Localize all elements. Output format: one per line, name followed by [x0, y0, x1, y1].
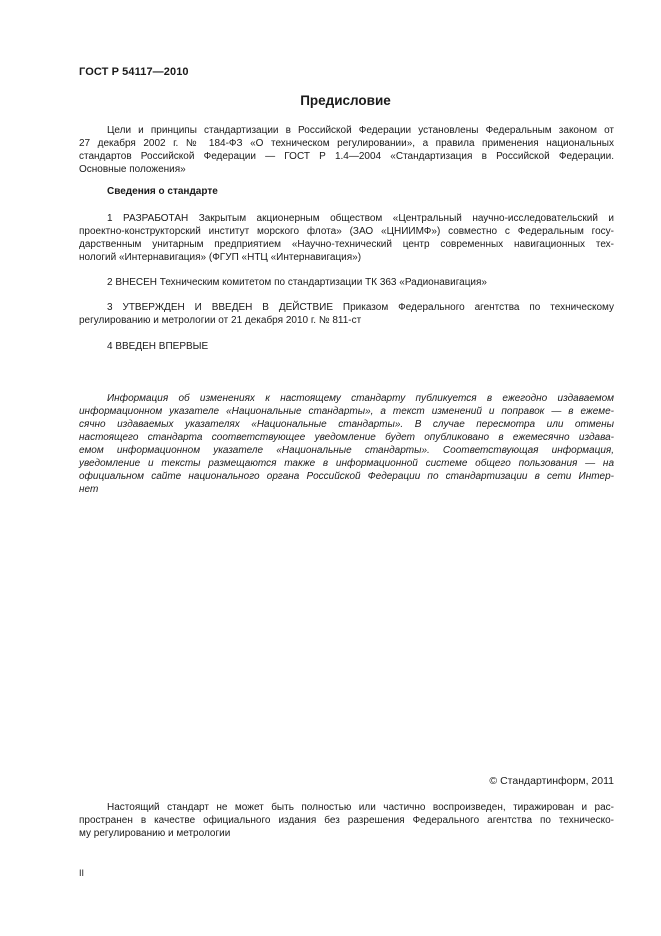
item-line: 1 РАЗРАБОТАН Закрытым акционерным обществом «Центральный научно-исследовательский и	[107, 213, 614, 224]
item-1-paragraph	[79, 212, 614, 264]
copyright-notice: © Стандартинформ, 2011	[489, 775, 614, 787]
item-4-paragraph	[79, 340, 614, 353]
item-3-paragraph	[79, 301, 614, 327]
item-line: дарственным унитарным предприятием «Научно-технический центр современных навигационных тех-	[79, 239, 614, 250]
notice-line: настоящего стандарта соответствующее уведомление будет опубликовано в ежемесячно издава-	[79, 432, 614, 443]
notice-line: информационном указателе «Национальные стандарты», а текст изменений и поправок — в ежеме-	[79, 406, 614, 417]
footer-line: пространен в качестве официального издания без разрешения Федерального агентства по техническо-	[79, 815, 614, 826]
notice-line: уведомление и тексты размещаются также в информационной системе общего пользования — на	[79, 458, 614, 469]
intro-line: Цели и принципы стандартизации в Российской Федерации установлены Федеральным законом от	[107, 125, 614, 136]
notice-line: нет	[79, 484, 99, 495]
item-line: 2 ВНЕСЕН Техническим комитетом по стандартизации ТК 363 «Радионавигация»	[107, 277, 487, 288]
item-line: 3 УТВЕРЖДЕН И ВВЕДЕН В ДЕЙСТВИЕ Приказом Федерального агентства по техническому	[107, 302, 614, 313]
intro-line: Основные положения»	[79, 164, 186, 175]
item-line: регулированию и метрологии от 21 декабря 2010 г. № 811-ст	[79, 315, 362, 326]
section-heading: Сведения о стандарте	[107, 186, 218, 197]
item-line: проектно-конструкторский институт морского флота» (ЗАО «ЦНИИМФ») совместно с Федеральным госу-	[79, 226, 614, 237]
notice-line: Информация об изменениях к настоящему стандарту публикуется в ежегодно издаваемом	[107, 393, 614, 404]
page-number: II	[79, 868, 85, 878]
notice-paragraph	[79, 392, 614, 496]
reproduction-notice	[79, 801, 614, 840]
intro-line: 27 декабря 2002 г. № 184-ФЗ «О техническом регулировании», а правила применения национальных	[79, 138, 614, 149]
document-designation: ГОСТ Р 54117—2010	[79, 66, 189, 78]
footer-line: му регулированию и метрологии	[79, 828, 231, 839]
notice-line: официальном сайте национального органа Российской Федерации по стандартизации в сети Интер-	[79, 471, 614, 482]
footer-line: Настоящий стандарт не может быть полностью или частично воспроизведен, тиражирован и рас-	[107, 802, 614, 813]
page-title: Предисловие	[300, 93, 391, 108]
intro-paragraph	[79, 124, 614, 176]
item-line: 4 ВВЕДЕН ВПЕРВЫЕ	[107, 341, 209, 352]
notice-line: сячно издаваемых указателях «Национальные стандарты». В случае пересмотра или отмены	[79, 419, 614, 430]
item-2-paragraph	[79, 276, 614, 289]
item-line: нологий «Интернавигация» (ФГУП «НТЦ «Интернавигация»)	[79, 252, 362, 263]
intro-line: стандартов Российской Федерации — ГОСТ Р 1.4—2004 «Стандартизация в Российской Федерации.	[79, 151, 614, 162]
notice-line: емом информационном указателе «Национальные стандарты». Соответствующая информация,	[79, 445, 614, 456]
